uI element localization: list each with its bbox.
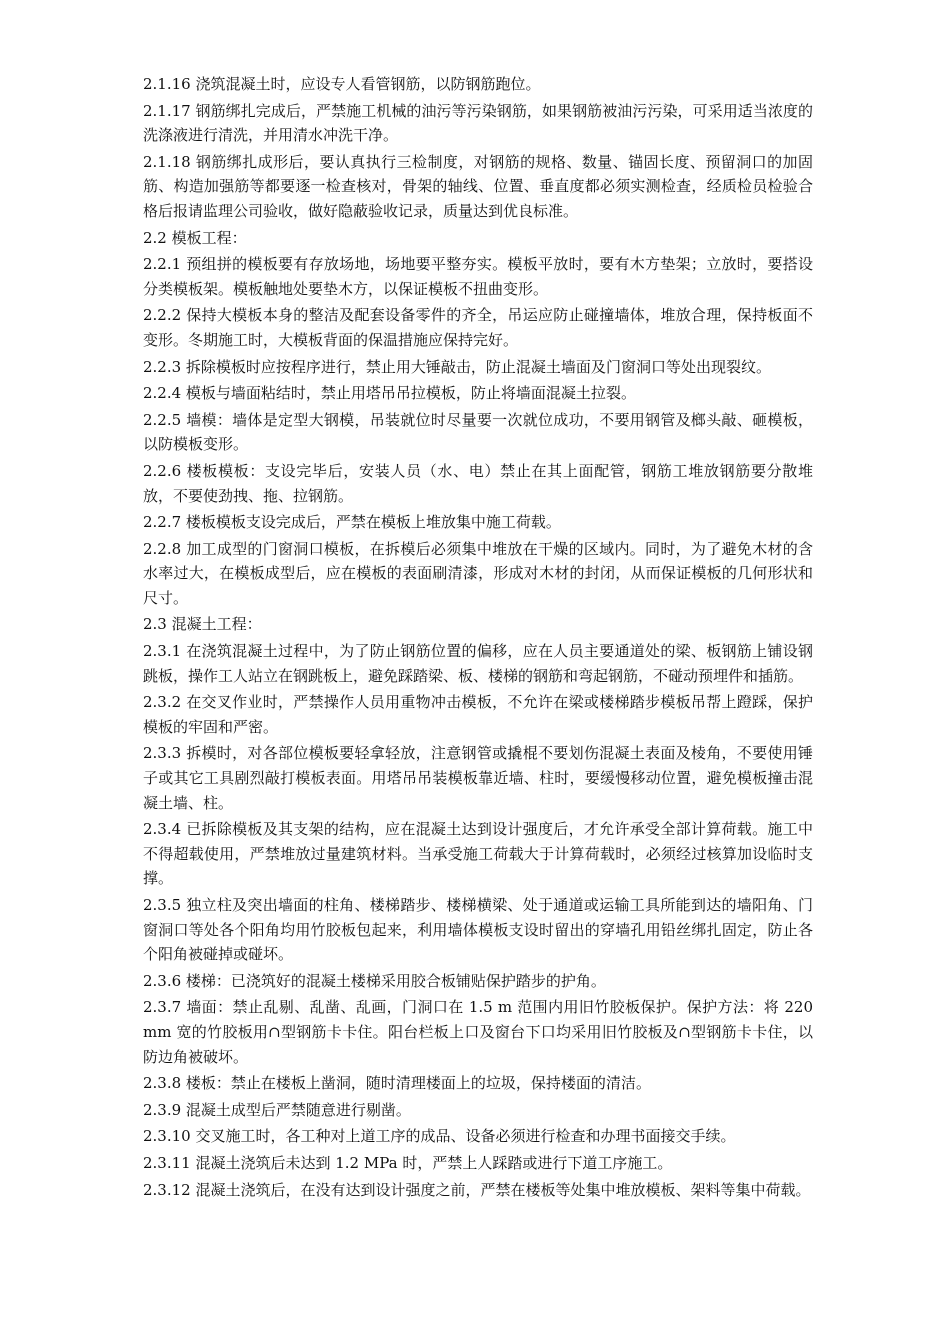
paragraph-2-1-18: 2.1.18 钢筋绑扎成形后，要认真执行三检制度，对钢筋的规格、数量、锚固长度、预留洞口的加固筋、构造加强筋等都要逐一检查核对，骨架的轴线、位置、垂直度都必须实测检查，经质检员检验合格后报请监理公司验收，做好隐蔽验收记录，质量达到优良标准。 xyxy=(143,152,813,220)
paragraph-2-3-8: 2.3.8 楼板：禁止在楼板上凿洞，随时清理楼面上的垃圾，保持楼面的清洁。 xyxy=(143,1074,651,1093)
paragraph-2-3-7: 2.3.7 墙面：禁止乱剔、乱凿、乱画，门洞口在 1.5 m 范围内用旧竹胶板保护。保护方法：将 220 mm 宽的竹胶板用∩型钢筋卡卡住。阳台栏板上口及窗台下口均采用旧竹胶板及∩型钢筋卡卡住，以防边角被破坏。 xyxy=(143,998,813,1066)
paragraph-2-2-8: 2.2.8 加工成型的门窗洞口模板，在拆模后必须集中堆放在干燥的区域内。同时，为了避免木材的含水率过大，在模板成型后，应在模板的表面刷清漆，形成对木材的封闭，从而保证模板的几何形状和尺寸。 xyxy=(143,539,813,607)
paragraph-2-2-2: 2.2.2 保持大模板本身的整洁及配套设备零件的齐全，吊运应防止碰撞墙体，堆放合理，保持板面不变形。冬期施工时，大模板背面的保温措施应保持完好。 xyxy=(143,306,813,349)
paragraph-2-2-5: 2.2.5 墙模：墙体是定型大钢模，吊装就位时尽量要一次就位成功，不要用钢管及榔头敲、砸模板，以防模板变形。 xyxy=(143,410,813,454)
paragraph-2-2-7: 2.2.7 楼板模板支设完成后，严禁在模板上堆放集中施工荷载。 xyxy=(143,513,561,532)
paragraph-2-3-5: 2.3.5 独立柱及突出墙面的柱角、楼梯踏步、楼梯横梁、处于通道或运输工具所能到达的墙阳角、门窗洞口等处各个阳角均用竹胶板包起来，利用墙体模板支设时留出的穿墙孔用铅丝绑扎固定，防止各个阳角被碰掉或碰坏。 xyxy=(143,896,813,964)
paragraph-2-3-12: 2.3.12 混凝土浇筑后，在没有达到设计强度之前，严禁在楼板等处集中堆放模板、架料等集中荷载。 xyxy=(143,1180,811,1199)
paragraph-2-3-6: 2.3.6 楼梯：已浇筑好的混凝土楼梯采用胶合板铺贴保护踏步的护角。 xyxy=(143,971,606,990)
paragraph-2-2-4: 2.2.4 模板与墙面粘结时，禁止用塔吊吊拉模板，防止将墙面混凝土拉裂。 xyxy=(143,384,636,403)
paragraph-2-2-3: 2.2.3 拆除模板时应按程序进行，禁止用大锤敲击，防止混凝土墙面及门窗洞口等处出现裂纹。 xyxy=(143,357,771,376)
section-heading-2-2: 2.2 模板工程： xyxy=(143,228,247,247)
paragraph-2-3-2: 2.3.2 在交叉作业时，严禁操作人员用重物冲击模板，不允许在梁或楼梯踏步模板吊帮上蹬踩，保护模板的牢固和严密。 xyxy=(143,693,813,736)
paragraph-2-1-16: 2.1.16 浇筑混凝土时，应设专人看管钢筋，以防钢筋跑位。 xyxy=(143,75,541,93)
document-body xyxy=(143,72,813,1204)
paragraph-2-3-11: 2.3.11 混凝土浇筑后未达到 1.2 MPa 时，严禁上人踩踏或进行下道工序施工。 xyxy=(143,1153,673,1172)
paragraph-2-2-6: 2.2.6 楼板模板：支设完毕后，安装人员（水、电）禁止在其上面配管，钢筋工堆放钢筋要分散堆放，不要使劲拽、拖、拉钢筋。 xyxy=(143,461,813,505)
section-heading-2-3: 2.3 混凝土工程： xyxy=(143,615,262,634)
paragraph-2-1-17: 2.1.17 钢筋绑扎完成后，严禁施工机械的油污等污染钢筋，如果钢筋被油污污染，可采用适当浓度的洗涤液进行清洗，并用清水冲洗干净。 xyxy=(143,101,813,145)
paragraph-2-3-9: 2.3.9 混凝土成型后严禁随意进行剔凿。 xyxy=(143,1100,411,1119)
paragraph-2-3-1: 2.3.1 在浇筑混凝土过程中，为了防止钢筋位置的偏移，应在人员主要通道处的梁、板钢筋上铺设钢跳板，操作工人站立在钢跳板上，避免踩踏梁、板、楼梯的钢筋和弯起钢筋，不碰动预埋件和插筋。 xyxy=(143,642,813,685)
paragraph-2-3-3: 2.3.3 拆模时，对各部位模板要轻拿轻放，注意钢管或撬棍不要划伤混凝土表面及棱角，不要使用锤子或其它工具剧烈敲打模板表面。用塔吊吊装模板靠近墙、柱时，要缓慢移动位置，避免模板撞击混凝土墙、柱。 xyxy=(143,744,813,812)
paragraph-2-2-1: 2.2.1 预组拼的模板要有存放场地，场地要平整夯实。模板平放时，要有木方垫架；立放时，要搭设分类模板架。模板触地处要垫木方，以保证模板不扭曲变形。 xyxy=(143,255,813,298)
paragraph-2-3-10: 2.3.10 交叉施工时，各工种对上道工序的成品、设备必须进行检查和办理书面接交手续。 xyxy=(143,1127,736,1146)
paragraph-2-3-4: 2.3.4 已拆除模板及其支架的结构，应在混凝土达到设计强度后，才允许承受全部计算荷载。施工中不得超载使用，严禁堆放过量建筑材料。当承受施工荷载大于计算荷载时，必须经过核算加设临时支撑。 xyxy=(143,820,813,888)
